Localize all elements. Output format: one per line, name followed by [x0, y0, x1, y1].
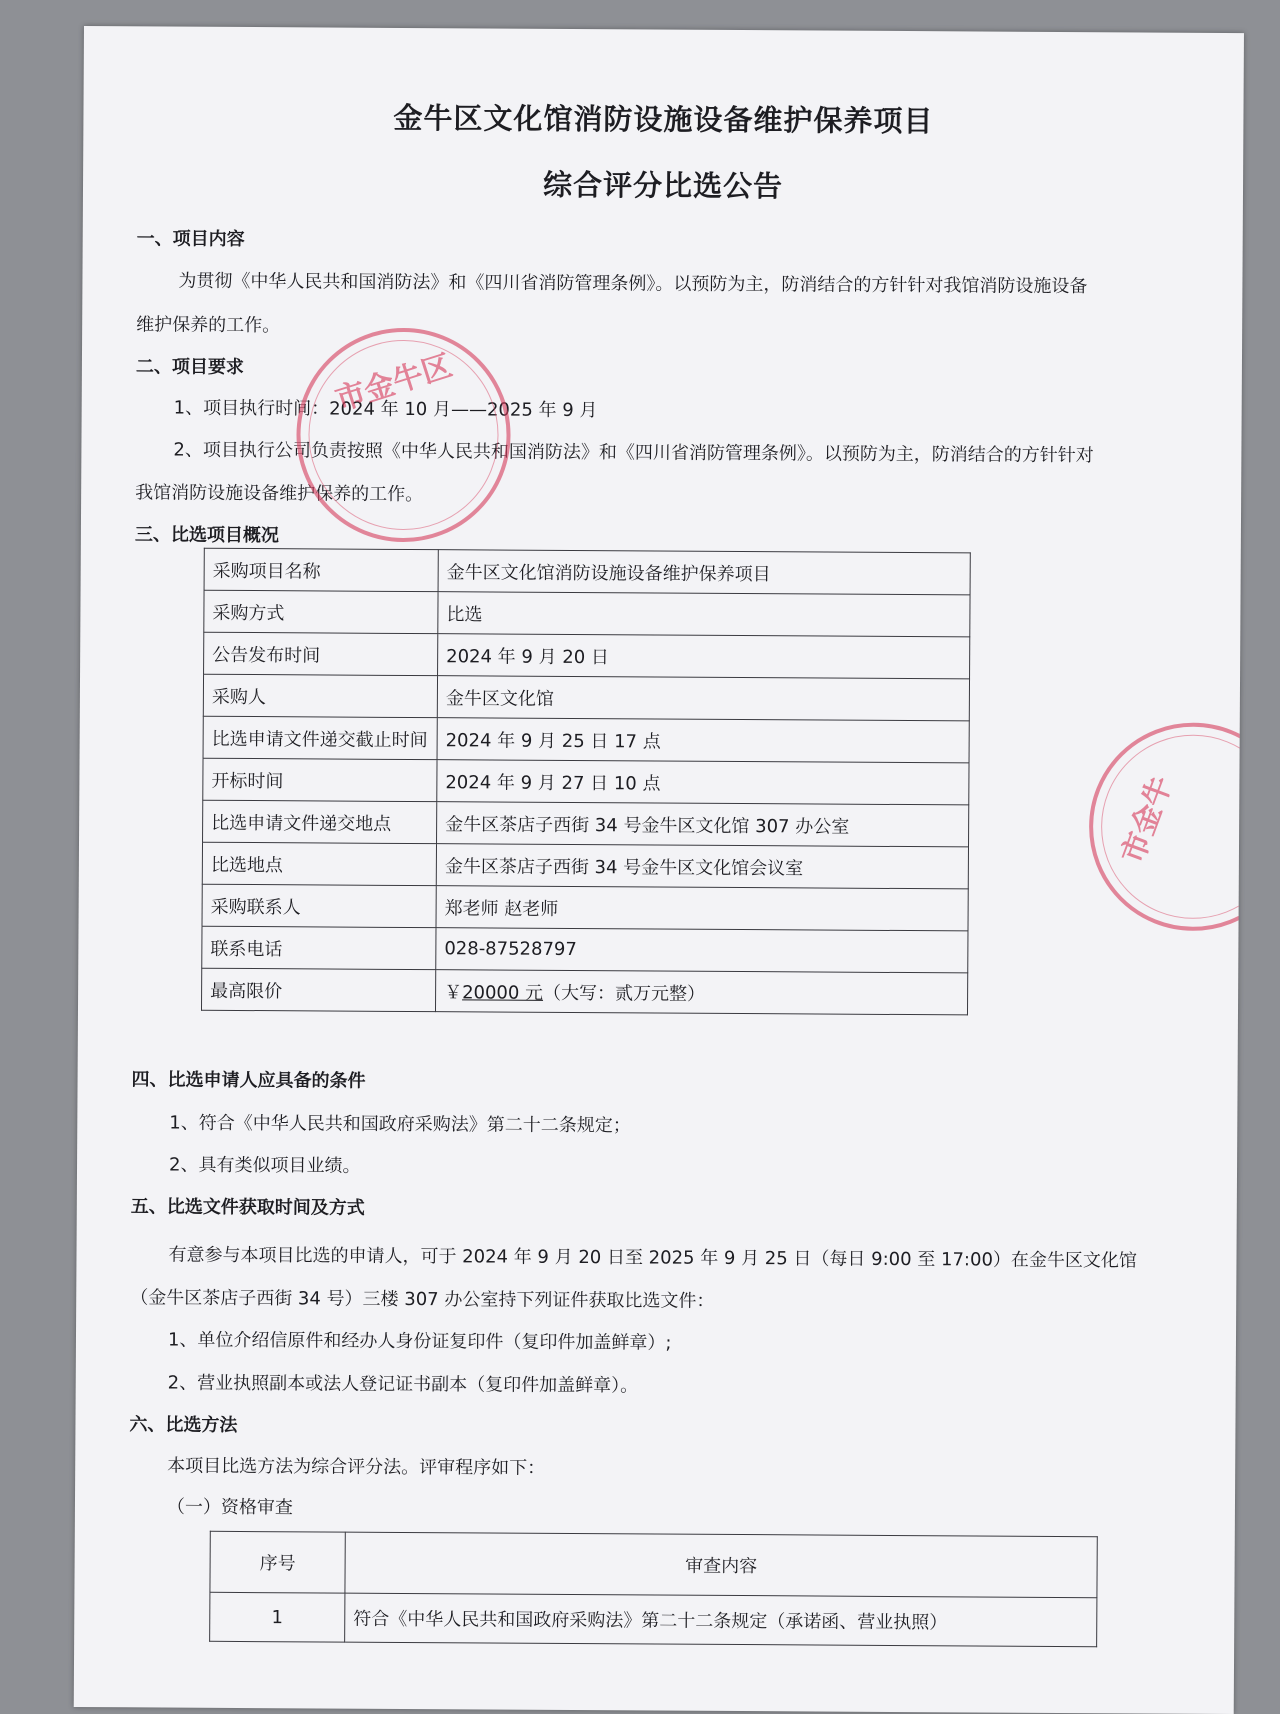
official-seal-left: [296, 327, 511, 542]
section2-item2-line1: 2、项目执行公司负责按照《中华人民共和国消防法》和《四川省消防管理条例》。以预防为主，防消结合的方针针对: [173, 439, 1094, 467]
row-key: 公告发布时间: [204, 632, 438, 675]
section5-item2: 2、营业执照副本或法人登记证书副本（复印件加盖鲜章）。: [167, 1372, 639, 1397]
table-header-row: [210, 1531, 1097, 1597]
row-key: 比选申请文件递交截止时间: [203, 716, 437, 759]
table-row: [203, 716, 969, 763]
price-amount: 20000 元: [462, 981, 544, 1004]
row-key: 比选地点: [202, 842, 436, 885]
row-value: 2024 年 9 月 20 日: [438, 634, 970, 679]
section6-subheading: （一）资格审查: [166, 1496, 294, 1519]
row-value: 比选: [438, 592, 970, 637]
table-row: [204, 548, 970, 595]
section2-item1: 1、项目执行时间：2024 年 10 月——2025 年 9 月: [173, 397, 598, 422]
row-key: 比选申请文件递交地点: [203, 800, 437, 843]
section4-item1: 1、符合《中华人民共和国政府采购法》第二十二条规定；: [169, 1112, 631, 1137]
table-row: [204, 632, 970, 679]
row-key-price-limit: 最高限价: [201, 968, 435, 1011]
section6-para: 本项目比选方法为综合评分法。评审程序如下：: [167, 1455, 546, 1479]
table-row: [202, 926, 968, 973]
seal-right-text: 市金牛: [1115, 771, 1180, 868]
section5-heading: 五、比选文件获取时间及方式: [130, 1196, 365, 1219]
section5-para-line1: 有意参与本项目比选的申请人，可于 2024 年 9 月 20 日至 2025 年 9 月 25 日（每日 9:00 至 17:00）在金牛区文化馆: [168, 1244, 1137, 1272]
row-key: 采购项目名称: [204, 548, 438, 591]
row-serial: 1: [210, 1592, 345, 1642]
table-row: [201, 968, 967, 1015]
table-row: [203, 758, 969, 805]
row-value: 金牛区茶店子西街 34 号金牛区文化馆会议室: [436, 844, 968, 889]
row-key: 采购联系人: [202, 884, 436, 927]
official-seal-right: [1088, 722, 1243, 931]
table-row: [204, 590, 970, 637]
row-value: 金牛区茶店子西街 34 号金牛区文化馆 307 办公室: [437, 802, 969, 847]
row-value-price-limit: [435, 970, 967, 1015]
table-row: [202, 884, 968, 931]
header-review-content: 审查内容: [345, 1532, 1097, 1598]
project-overview-table: [201, 548, 971, 1016]
row-content: 符合《中华人民共和国政府采购法》第二十二条规定（承诺函、营业执照）: [345, 1593, 1097, 1647]
section1-para-line2: 维护保养的工作。: [136, 314, 281, 337]
row-value: 金牛区文化馆消防设施设备维护保养项目: [438, 550, 970, 595]
section5-item1: 1、单位介绍信原件和经办人身份证复印件（复印件加盖鲜章）;: [167, 1329, 672, 1354]
row-value: 2024 年 9 月 27 日 10 点: [437, 760, 969, 805]
row-value: 2024 年 9 月 25 日 17 点: [437, 718, 969, 763]
seal-left-text: 市金牛区: [331, 348, 457, 419]
section5-para-line2: （金牛区茶店子西街 34 号）三楼 307 办公室持下列证件获取比选文件：: [130, 1287, 715, 1312]
table-row: [210, 1592, 1097, 1646]
title-line2: 综合评分比选公告: [542, 167, 784, 204]
currency-symbol: ￥: [444, 981, 463, 1003]
section2-item2-line2: 我馆消防设施设备维护保养的工作。: [135, 482, 424, 506]
section6-heading: 六、比选方法: [129, 1414, 238, 1436]
table-row: [203, 800, 969, 847]
document-page: [74, 26, 1244, 1714]
row-key: 采购人: [203, 674, 437, 717]
row-key: 联系电话: [202, 926, 436, 969]
table-row: [202, 842, 968, 889]
row-value: 金牛区文化馆: [437, 676, 969, 721]
section4-item2: 2、具有类似项目业绩。: [168, 1154, 361, 1177]
section1-para-line1: 为贯彻《中华人民共和国消防法》和《四川省消防管理条例》。以预防为主，防消结合的方针针对我馆消防设施设备: [178, 270, 1088, 298]
title-line1: 金牛区文化馆消防设施设备维护保养项目: [393, 100, 934, 139]
header-serial: 序号: [210, 1531, 345, 1593]
section1-heading: 一、项目内容: [136, 228, 245, 250]
section3-heading: 三、比选项目概况: [134, 524, 279, 547]
row-key: 开标时间: [203, 758, 437, 801]
row-value: 郑老师 赵老师: [436, 886, 968, 931]
section4-heading: 四、比选申请人应具备的条件: [131, 1069, 366, 1092]
table-row: [203, 674, 969, 721]
row-key: 采购方式: [204, 590, 438, 633]
row-value: 028-87528797: [436, 928, 968, 973]
price-in-words: （大写：贰万元整）: [543, 982, 706, 1005]
qualification-review-table: [209, 1531, 1098, 1647]
section2-heading: 二、项目要求: [135, 356, 244, 378]
